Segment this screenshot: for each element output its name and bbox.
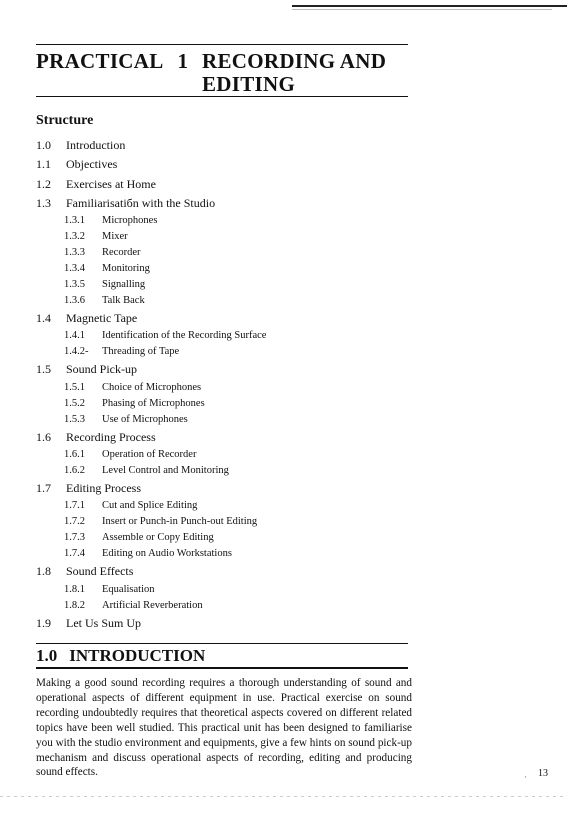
toc-section-title: Magnetic Tape (66, 311, 138, 326)
toc-subsection-title: Level Control and Monitoring (102, 465, 229, 477)
title-line-2: EDITING (202, 72, 296, 96)
toc-subsection (36, 582, 416, 598)
toc-subsection-title: Artificial Reverberation (102, 599, 203, 611)
toc-subsection (36, 380, 416, 396)
toc-section (36, 360, 416, 379)
toc-subsection-title: Talk Back (102, 295, 145, 307)
toc-section-title: Familiarisatiбn with the Studio (66, 195, 216, 210)
toc-section-number: 1.3 (36, 195, 51, 210)
intro-paragraph: Making a good sound recording requires a thorough understanding of sound and operational aspects of different equipment in use. Practical exercise on sound recording undoubtedly requires that theoretical aspects covered on different related topics have been well studied. This practical unit has been designed to familiarise you with the studio environment and equipments, give a few hints on sound pick-up mechanism and discuss operational aspects of recording, editing and producing sound effects. (36, 677, 412, 779)
toc-subsection-title: Mixer (102, 231, 128, 243)
toc-section-number: 1.5 (36, 362, 51, 377)
toc-subsection (36, 277, 416, 293)
toc-section-title: Let Us Sum Up (66, 615, 141, 630)
title-top-rule (36, 44, 408, 45)
intro-bottom-rule (36, 667, 408, 669)
toc-section-title: Editing Process (66, 481, 141, 496)
toc-subsection-number: 1.7.1 (64, 500, 85, 512)
structure-heading: Structure (36, 113, 94, 128)
toc-subsection-title: Threading of Tape (102, 346, 180, 358)
toc-subsection (36, 229, 416, 245)
toc-subsection-number: 1.8.1 (64, 583, 85, 595)
toc-subsection-number: 1.7.3 (64, 532, 85, 544)
toc-subsection-number: 1.7.4 (64, 548, 85, 560)
toc-subsection-title: Use of Microphones (102, 413, 188, 425)
toc-subsection-number: 1.3.1 (64, 215, 85, 227)
toc-section (36, 155, 416, 174)
toc-subsection-number: 1.3.3 (64, 247, 85, 259)
title-bottom-rule (36, 96, 408, 97)
toc-subsection-number: 1.5.2 (64, 397, 85, 409)
toc-subsection (36, 530, 416, 546)
toc-section-number: 1.9 (36, 615, 51, 630)
toc-subsection-number: 1.3.6 (64, 295, 85, 307)
toc-section (36, 614, 416, 633)
toc-subsection (36, 463, 416, 479)
margin-mark: · (524, 772, 527, 782)
section-title: INTRODUCTION (69, 646, 206, 665)
toc-section-number: 1.4 (36, 311, 51, 326)
toc-section (36, 309, 416, 328)
toc-section-number: 1.8 (36, 564, 51, 579)
toc-subsection-title: Editing on Audio Workstations (102, 548, 232, 560)
toc-subsection (36, 498, 416, 514)
toc-subsection-number: 1.6.1 (64, 449, 85, 461)
toc-section-number: 1.1 (36, 157, 51, 172)
toc-section-title: Exercises at Home (66, 176, 156, 191)
toc-subsection (36, 514, 416, 530)
toc-subsection-number: 1.5.3 (64, 413, 85, 425)
toc-subsection-title: Assemble or Copy Editing (102, 532, 214, 544)
toc-section (36, 175, 416, 194)
toc-subsection (36, 447, 416, 463)
toc-subsection (36, 546, 416, 562)
toc-subsection-number: 1.7.2 (64, 516, 85, 528)
toc-subsection-title: Insert or Punch-in Punch-out Editing (102, 516, 258, 528)
toc-subsection (36, 412, 416, 428)
toc-subsection-number: 1.4.2- (64, 346, 89, 358)
toc-section-title: Sound Pick-up (66, 362, 138, 377)
toc-subsection-title: Microphones (102, 215, 158, 227)
toc-section-number: 1.2 (36, 176, 51, 191)
toc-subsection (36, 344, 416, 360)
toc-section (36, 194, 416, 213)
toc-subsection-number: 1.6.2 (64, 465, 85, 477)
toc-subsection-title: Operation of Recorder (102, 449, 197, 461)
toc-subsection-title: Phasing of Microphones (102, 397, 205, 409)
toc-section (36, 428, 416, 447)
toc-subsection-title: Recorder (102, 247, 141, 259)
toc-subsection-title: Equalisation (102, 583, 155, 595)
toc-subsection (36, 328, 416, 344)
toc-section-title: Objectives (66, 157, 118, 172)
toc-subsection-number: 1.8.2 (64, 599, 85, 611)
title-line-1: RECORDING AND (202, 49, 387, 73)
toc-subsection-title: Signalling (102, 279, 146, 291)
toc-section (36, 136, 416, 155)
toc-subsection-number: 1.3.2 (64, 231, 85, 243)
toc-subsection-title: Monitoring (102, 263, 150, 275)
toc-section-number: 1.6 (36, 429, 51, 444)
bottom-scan-edge (0, 796, 567, 797)
toc-subsection (36, 396, 416, 412)
toc-subsection-number: 1.4.1 (64, 330, 85, 342)
practical-number: 1 (177, 49, 189, 73)
page-number: 13 (538, 768, 548, 779)
toc-subsection (36, 245, 416, 261)
table-of-contents (36, 136, 416, 633)
toc-subsection (36, 598, 416, 614)
top-rule-thin (292, 9, 552, 10)
toc-subsection-title: Cut and Splice Editing (102, 500, 198, 512)
toc-section (36, 479, 416, 498)
intro-top-rule (36, 643, 408, 644)
toc-subsection-title: Identification of the Recording Surface (102, 330, 267, 342)
toc-subsection-number: 1.3.4 (64, 263, 85, 275)
section-number: 1.0 (36, 646, 58, 665)
toc-section-number: 1.7 (36, 481, 51, 496)
toc-subsection-number: 1.5.1 (64, 381, 85, 393)
toc-section-title: Sound Effects (66, 564, 134, 579)
toc-subsection-title: Choice of Microphones (102, 381, 202, 393)
toc-subsection (36, 261, 416, 277)
toc-section-title: Recording Process (66, 429, 156, 444)
toc-section-title: Introduction (66, 138, 126, 152)
toc-section-number: 1.0 (36, 138, 51, 152)
toc-subsection (36, 213, 416, 229)
practical-label: PRACTICAL (36, 49, 164, 73)
section-heading (36, 646, 205, 666)
top-rule (292, 5, 567, 7)
page-title (36, 49, 387, 74)
toc-subsection-number: 1.3.5 (64, 279, 85, 291)
toc-subsection (36, 293, 416, 309)
toc-section (36, 562, 416, 581)
